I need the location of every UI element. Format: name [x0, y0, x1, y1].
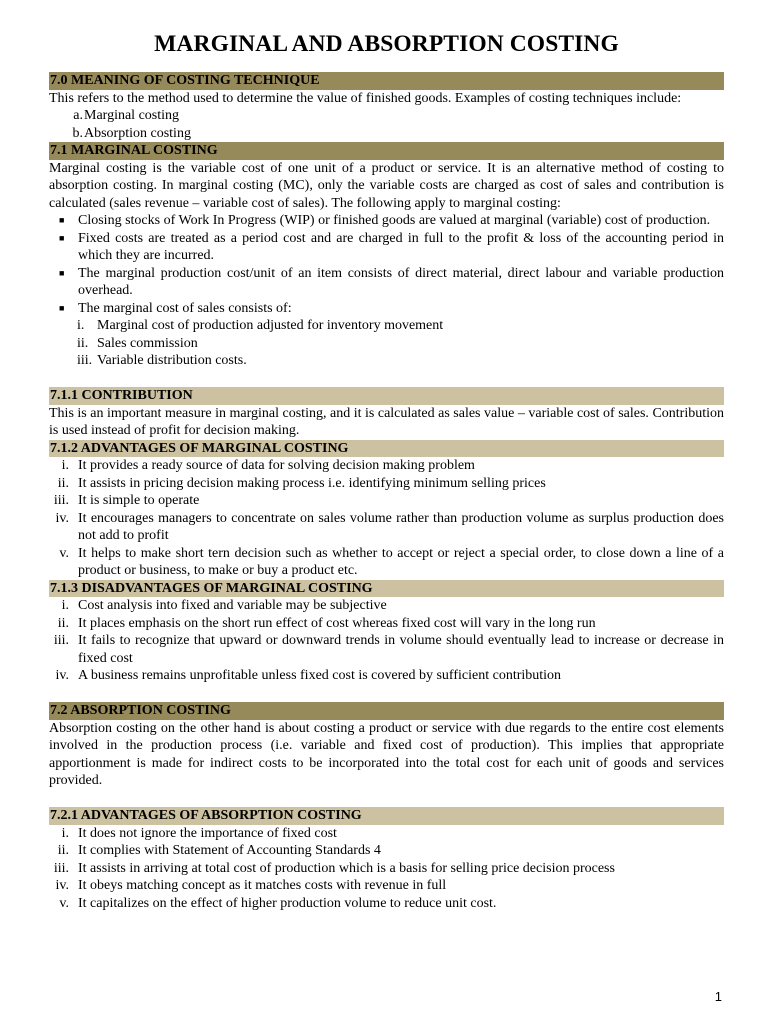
bullet-item	[49, 265, 724, 300]
bullet-item	[49, 300, 724, 318]
list-item-text: It assists in arriving at total cost of production which is a basis for selling price decision process	[78, 860, 615, 876]
list-item-text: Sales commission	[97, 335, 198, 351]
list-item	[49, 352, 724, 370]
marginal-costing-bullets	[49, 212, 724, 317]
list-marker: iv.	[55, 510, 69, 526]
list-item-text: Cost analysis into fixed and variable may be subjective	[78, 598, 387, 613]
list-item	[49, 842, 724, 860]
absorption-advantages-list	[49, 825, 724, 913]
list-marker: iv.	[55, 668, 69, 683]
section-7-1-1-text: This is an important measure in marginal costing, and it is calculated as sales value – variable cost of sales. Contribution is used instead of profit for decision making.	[49, 405, 724, 438]
list-item-text: It assists in pricing decision making process i.e. identifying minimum selling prices	[78, 475, 546, 491]
list-marker: iii.	[53, 860, 69, 876]
bullet-item-text: The marginal cost of sales consists of:	[78, 300, 292, 316]
list-marker: v.	[59, 895, 69, 911]
list-item	[49, 825, 724, 843]
list-item-text: It provides a ready source of data for solving decision making problem	[78, 458, 475, 473]
section-heading-7-1: 7.1 MARGINAL COSTING	[49, 142, 724, 160]
list-item-text: It places emphasis on the short run effect of cost whereas fixed cost will vary in the long run	[78, 615, 596, 631]
bullet-item	[49, 230, 724, 265]
list-item	[49, 457, 724, 475]
page-number: 1	[714, 989, 722, 1004]
list-marker: iii.	[53, 633, 69, 648]
square-bullet-icon: ■	[59, 232, 65, 243]
section-heading-7-1-3: 7.1.3 DISADVANTAGES OF MARGINAL COSTING	[49, 580, 724, 598]
spacer	[49, 370, 724, 388]
section-7-2-text: Absorption costing on the other hand is about costing a product or service with due regards to the entire cost elements involved in the production process (i.e. variable and fixed cost of production). This implies that appropriate apportionment is made for indirect costs to be incorporated into the total cost for each unit of goods and services provided.	[49, 720, 724, 788]
spacer	[49, 685, 724, 703]
list-item	[49, 492, 724, 510]
list-item-text: It encourages managers to concentrate on sales volume rather than production volume as surplus production does not add to profit	[78, 510, 724, 543]
list-item	[49, 632, 724, 667]
list-item-text: It is simple to operate	[78, 493, 200, 508]
list-item-text: Marginal costing	[84, 108, 180, 123]
list-marker: i.	[61, 598, 69, 613]
bullet-item	[49, 212, 724, 230]
list-item-text: Marginal cost of production adjusted for inventory movement	[97, 318, 444, 333]
list-item-text: It helps to make short tern decision such as whether to accept or reject a special order, to close down a line of a product or business, to make or buy a product etc.	[78, 545, 724, 578]
list-marker: ii.	[77, 335, 89, 351]
list-marker: b.	[72, 125, 83, 141]
document-title: MARGINAL AND ABSORPTION COSTING	[154, 31, 619, 57]
list-item	[49, 545, 724, 580]
list-item	[49, 335, 724, 353]
list-marker: ii.	[57, 615, 69, 631]
list-item-text: A business remains unprofitable unless fixed cost is covered by sufficient contribution	[78, 668, 562, 683]
list-marker: v.	[59, 545, 69, 561]
marginal-disadvantages-list	[49, 597, 724, 685]
section-heading-7-0: 7.0 MEANING OF COSTING TECHNIQUE	[49, 72, 724, 90]
section-heading-7-2-1: 7.2.1 ADVANTAGES OF ABSORPTION COSTING	[49, 807, 724, 825]
list-marker: i.	[61, 458, 69, 473]
spacer	[49, 790, 724, 808]
section-7-0-text: This refers to the method used to determine the value of finished goods. Examples of costing techniques include:	[49, 90, 682, 106]
list-item	[49, 510, 724, 545]
bullet-item-text: The marginal production cost/unit of an item consists of direct material, direct labour and variable production overhead.	[78, 265, 724, 298]
list-item-text: Absorption costing	[84, 125, 191, 141]
list-item	[49, 667, 724, 685]
list-item	[49, 125, 724, 143]
list-marker: ii.	[57, 475, 69, 491]
list-item	[49, 895, 724, 913]
marginal-advantages-list	[49, 457, 724, 580]
list-item-text: It capitalizes on the effect of higher production volume to reduce unit cost.	[78, 895, 497, 911]
list-marker: ii.	[57, 843, 69, 858]
list-marker: iii.	[77, 353, 93, 368]
section-heading-7-1-1: 7.1.1 CONTRIBUTION	[49, 387, 724, 405]
bullet-item-text: Closing stocks of Work In Progress (WIP) or finished goods are valued at marginal (variable) cost of production.	[78, 213, 711, 228]
list-marker: i.	[77, 318, 85, 333]
list-item	[49, 475, 724, 493]
list-item	[49, 877, 724, 895]
list-item-text: It obeys matching concept as it matches costs with revenue in full	[78, 878, 447, 893]
costing-techniques-list	[49, 107, 724, 142]
section-heading-7-1-2: 7.1.2 ADVANTAGES OF MARGINAL COSTING	[49, 440, 724, 458]
list-item	[49, 107, 724, 125]
list-item	[49, 597, 724, 615]
list-item	[49, 860, 724, 878]
list-item-text: It fails to recognize that upward or downward trends in volume should eventually lead to increase or decrease in fixed cost	[78, 633, 724, 666]
square-bullet-icon: ■	[59, 302, 65, 313]
list-item-text: Variable distribution costs.	[97, 353, 247, 368]
list-item-text: It complies with Statement of Accounting Standards 4	[78, 843, 381, 858]
list-item	[49, 615, 724, 633]
section-7-1-text: Marginal costing is the variable cost of one unit of a product or service. It is an alternative method of costing to absorption costing. In marginal costing (MC), only the variable costs are charged as cost of sales and contribution is calculated (sales revenue – variable cost of sales). The following apply to marginal costing:	[49, 160, 724, 211]
square-bullet-icon: ■	[59, 215, 65, 225]
list-marker: i.	[61, 825, 69, 841]
list-marker: iii.	[53, 493, 69, 508]
list-marker: iv.	[55, 878, 69, 893]
bullet-item-text: Fixed costs are treated as a period cost and are charged in full to the profit & loss of the accounting period in which they are incurred.	[78, 230, 724, 263]
list-marker: a.	[73, 108, 83, 123]
list-item-text: It does not ignore the importance of fixed cost	[78, 825, 337, 841]
marginal-cost-of-sales-list	[49, 317, 724, 370]
section-heading-7-2: 7.2 ABSORPTION COSTING	[49, 702, 724, 720]
document-page	[49, 28, 724, 912]
list-item	[49, 317, 724, 335]
square-bullet-icon: ■	[59, 267, 65, 278]
